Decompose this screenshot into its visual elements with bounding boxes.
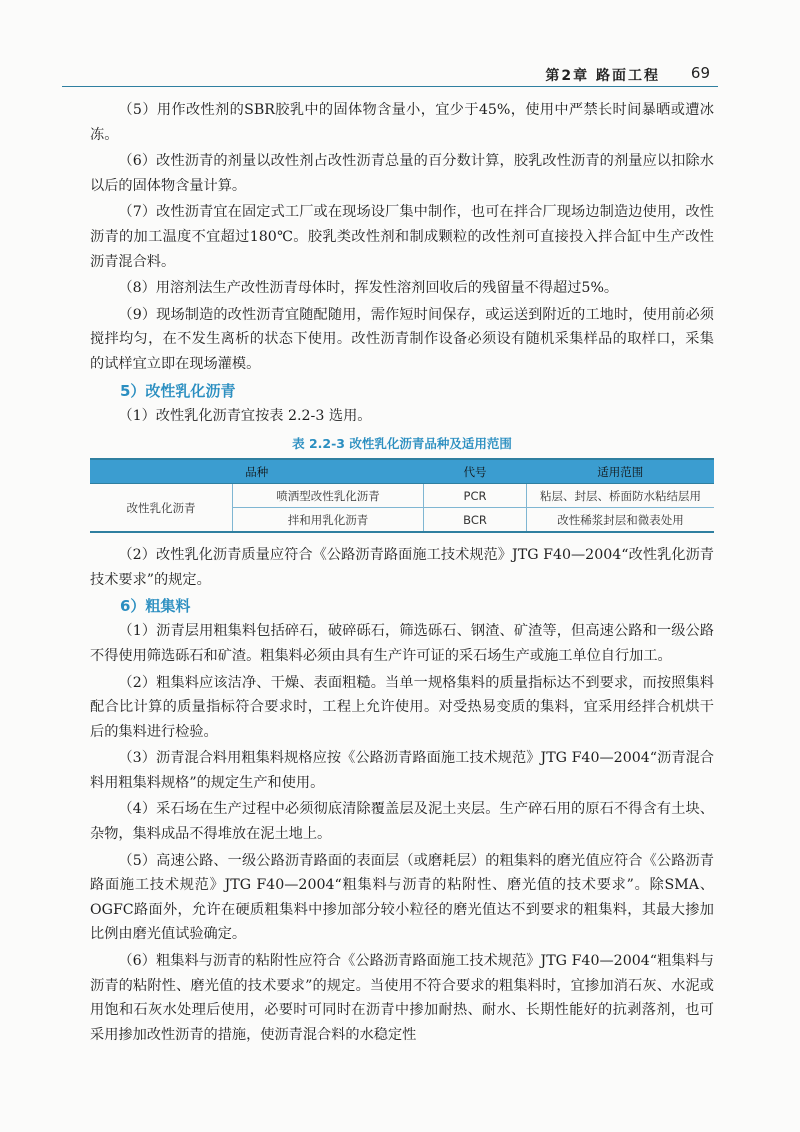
paragraph: （5）高速公路、一级公路沥青路面的表面层（或磨耗层）的粗集料的磨光值应符合《公路沥青路面施工技术规范》JTG F40—2004“粗集料与沥青的粘附性、磨光值的技术要求”。除SMA、OGFC路面外，允许在硬质粗集料中掺加部分较小粒径的磨光值达不到要求的粗集料，其最大掺加比例由磨光值试验确定。 xyxy=(90,852,714,943)
header-scope: 适用范围 xyxy=(527,459,715,484)
paragraph: （2）粗集料应该洁净、干燥、表面粗糙。当单一规格集料的质量指标达不到要求，而按照集料配合比计算的质量指标符合要求时，工程上允许使用。对受热易变质的集料，宜采用经拌合机烘干后的集料进行检验。 xyxy=(90,674,714,740)
page-number: 69 xyxy=(690,64,710,82)
group-cell: 改性乳化沥青 xyxy=(90,484,233,533)
chapter-title: 第2章 路面工程 xyxy=(545,68,660,84)
paragraph: （1）改性乳化沥青宜按表 2.2-3 选用。 xyxy=(118,407,372,424)
variety-cell: 喷洒型改性乳化沥青 xyxy=(233,484,424,508)
table-row xyxy=(90,484,714,508)
paragraph: （2）改性乳化沥青质量应符合《公路沥青路面施工技术规范》JTG F40—2004“改性乳化沥青技术要求”的规定。 xyxy=(90,547,714,588)
paragraph: （3）沥青混合料用粗集料规格应按《公路沥青路面施工技术规范》JTG F40—2004“沥青混合料用粗集料规格”的规定生产和使用。 xyxy=(90,750,714,791)
code-cell: PCR xyxy=(424,484,527,508)
paragraph: （9）现场制造的改性沥青宜随配随用，需作短时间保存，或运送到附近的工地时，使用前必须搅拌均匀，在不发生离析的状态下使用。改性沥青制作设备必须设有随机采集样品的取样口，采集的试样宜立即在现场灌模。 xyxy=(90,306,714,372)
table-header-row xyxy=(90,459,714,484)
page-header xyxy=(62,62,718,87)
section-heading-coarse-aggregate: 6）粗集料 xyxy=(120,597,191,616)
paragraph: （6）粗集料与沥青的粘附性应符合《公路沥青路面施工技术规范》JTG F40—2004“粗集料与沥青的粘附性、磨光值的技术要求”的规定。当使用不符合要求的粗集料时，宜掺加消石灰、水泥或用饱和石灰水处理后使用，必要时可同时在沥青中掺加耐热、耐水、长期性能好的抗剥落剂，也可采用掺加改性沥青的措施，使沥青混合料的水稳定性 xyxy=(90,953,714,1043)
paragraph: （6）改性沥青的剂量以改性剂占改性沥青总量的百分数计算，胶乳改性沥青的剂量应以扣除水以后的固体物含量计算。 xyxy=(90,153,714,194)
paragraph: （7）改性沥青宜在固定式工厂或在现场设厂集中制作，也可在拌合厂现场边制造边使用，改性沥青的加工温度不宜超过180℃。胶乳类改性剂和制成颗粒的改性剂可直接投入拌合缸中生产改性沥青混合料。 xyxy=(90,204,714,270)
paragraph: （8）用溶剂法生产改性沥青母体时，挥发性溶剂回收后的残留量不得超过5%。 xyxy=(118,280,619,297)
emulsified-asphalt-table xyxy=(90,458,714,533)
header-code: 代号 xyxy=(424,459,527,484)
code-cell: BCR xyxy=(424,508,527,533)
section-heading-modified-emulsified-asphalt: 5）改性乳化沥青 xyxy=(120,381,236,400)
paragraph: （1）沥青层用粗集料包括碎石，破碎砾石，筛选砾石、钢渣、矿渣等，但高速公路和一级公路不得使用筛选砾石和矿渣。粗集料必须由具有生产许可证的采石场生产或施工单位自行加工。 xyxy=(90,623,714,664)
scope-cell: 粘层、封层、桥面防水粘结层用 xyxy=(527,484,715,508)
scope-cell: 改性稀浆封层和微表处用 xyxy=(527,508,715,533)
paragraph: （4）采石场在生产过程中必须彻底清除覆盖层及泥土夹层。生产碎石用的原石不得含有土块、杂物，集料成品不得堆放在泥土地上。 xyxy=(90,801,714,843)
variety-cell: 拌和用乳化沥青 xyxy=(233,508,424,533)
page-body xyxy=(90,98,714,1047)
table-title: 表 2.2-3 改性乳化沥青品种及适用范围 xyxy=(292,436,512,452)
header-variety: 品种 xyxy=(90,459,424,484)
paragraph: （5）用作改性剂的SBR胶乳中的固体物含量小，宜少于45%，使用中严禁长时间暴晒或遭冰冻。 xyxy=(90,102,714,143)
